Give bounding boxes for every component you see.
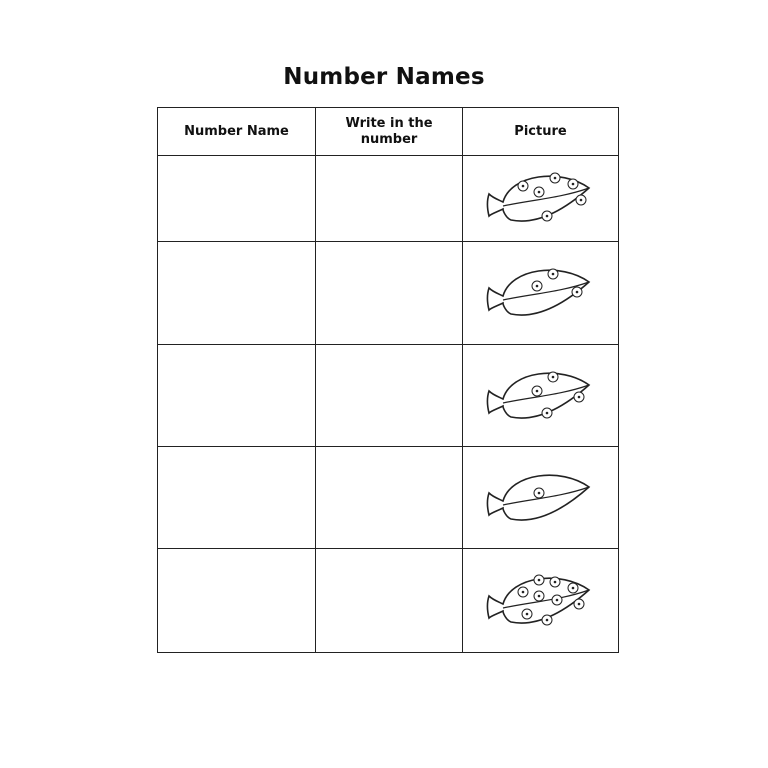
fish-with-1-ladybug-icon — [481, 463, 601, 533]
write-number-cell[interactable] — [316, 345, 463, 447]
number-names-table — [157, 107, 619, 653]
fish-with-3-ladybugs-icon — [481, 258, 601, 328]
fish-with-9-ladybugs-icon — [481, 566, 601, 636]
write-number-cell[interactable] — [316, 242, 463, 345]
picture-cell — [463, 447, 619, 549]
number-name-cell[interactable] — [158, 447, 316, 549]
number-name-cell[interactable] — [158, 345, 316, 447]
header-write-line2: number — [360, 131, 418, 147]
number-name-cell[interactable] — [158, 242, 316, 345]
write-number-cell[interactable] — [316, 549, 463, 653]
write-number-cell[interactable] — [316, 156, 463, 242]
write-number-cell[interactable] — [316, 447, 463, 549]
fish-with-6-ladybugs-icon — [481, 164, 601, 234]
header-picture: Picture — [463, 108, 619, 156]
fish-with-4-ladybugs-icon — [481, 361, 601, 431]
picture-cell — [463, 242, 619, 345]
table-row — [158, 345, 619, 447]
header-number-name: Number Name — [158, 108, 316, 156]
picture-cell — [463, 156, 619, 242]
table-row — [158, 549, 619, 653]
header-row — [158, 108, 619, 156]
header-write-line1: Write in the — [345, 115, 433, 131]
header-write-number — [316, 108, 463, 156]
number-name-cell[interactable] — [158, 156, 316, 242]
table-row — [158, 242, 619, 345]
picture-cell — [463, 345, 619, 447]
table-row — [158, 156, 619, 242]
number-name-cell[interactable] — [158, 549, 316, 653]
picture-cell — [463, 549, 619, 653]
page-title: Number Names — [283, 64, 485, 90]
table-row — [158, 447, 619, 549]
